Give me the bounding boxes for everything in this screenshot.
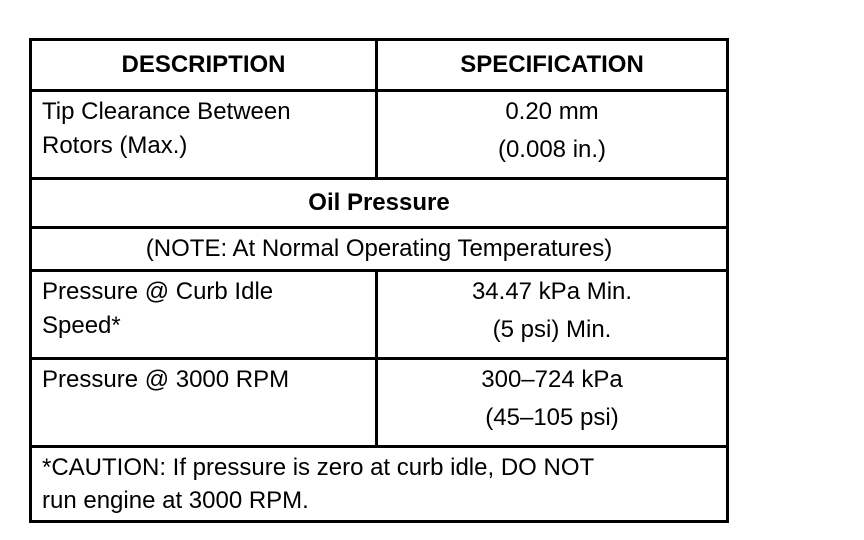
description-line: Speed* (42, 312, 121, 339)
caution-note (31, 447, 728, 522)
description-line: Rotors (Max.) (42, 132, 188, 159)
table-row (31, 91, 728, 179)
description-line: Tip Clearance Between (42, 98, 291, 125)
description-line: Pressure @ Curb Idle (42, 278, 274, 305)
section-title: Oil Pressure (31, 179, 728, 228)
specification-line: (0.008 in.) (497, 136, 607, 163)
specification-line: (45–105 psi) (485, 404, 619, 431)
caution-line: run engine at 3000 RPM. (42, 487, 309, 514)
table-row (31, 359, 728, 447)
specification-line: 34.47 kPa Min. (471, 278, 633, 305)
specification-header: SPECIFICATION (377, 40, 728, 91)
caution-line: *CAUTION: If pressure is zero at curb idle, DO NOT (42, 454, 595, 481)
description-line: Pressure @ 3000 RPM (42, 366, 290, 393)
note-text: (NOTE: At Normal Operating Temperatures) (31, 228, 728, 271)
specification-cell (377, 91, 728, 179)
specification-line: 300–724 kPa (481, 366, 623, 393)
table-row (31, 271, 728, 359)
caution-row (31, 447, 728, 522)
specification-cell (377, 271, 728, 359)
specification-line: 0.20 mm (505, 98, 599, 125)
specification-table (29, 38, 729, 523)
section-row (31, 179, 728, 228)
specification-line: (5 psi) Min. (492, 316, 612, 343)
description-cell (31, 359, 377, 447)
description-header: DESCRIPTION (31, 40, 377, 91)
note-row (31, 228, 728, 271)
description-cell (31, 91, 377, 179)
specification-cell (377, 359, 728, 447)
table-header-row (31, 40, 728, 91)
description-cell (31, 271, 377, 359)
